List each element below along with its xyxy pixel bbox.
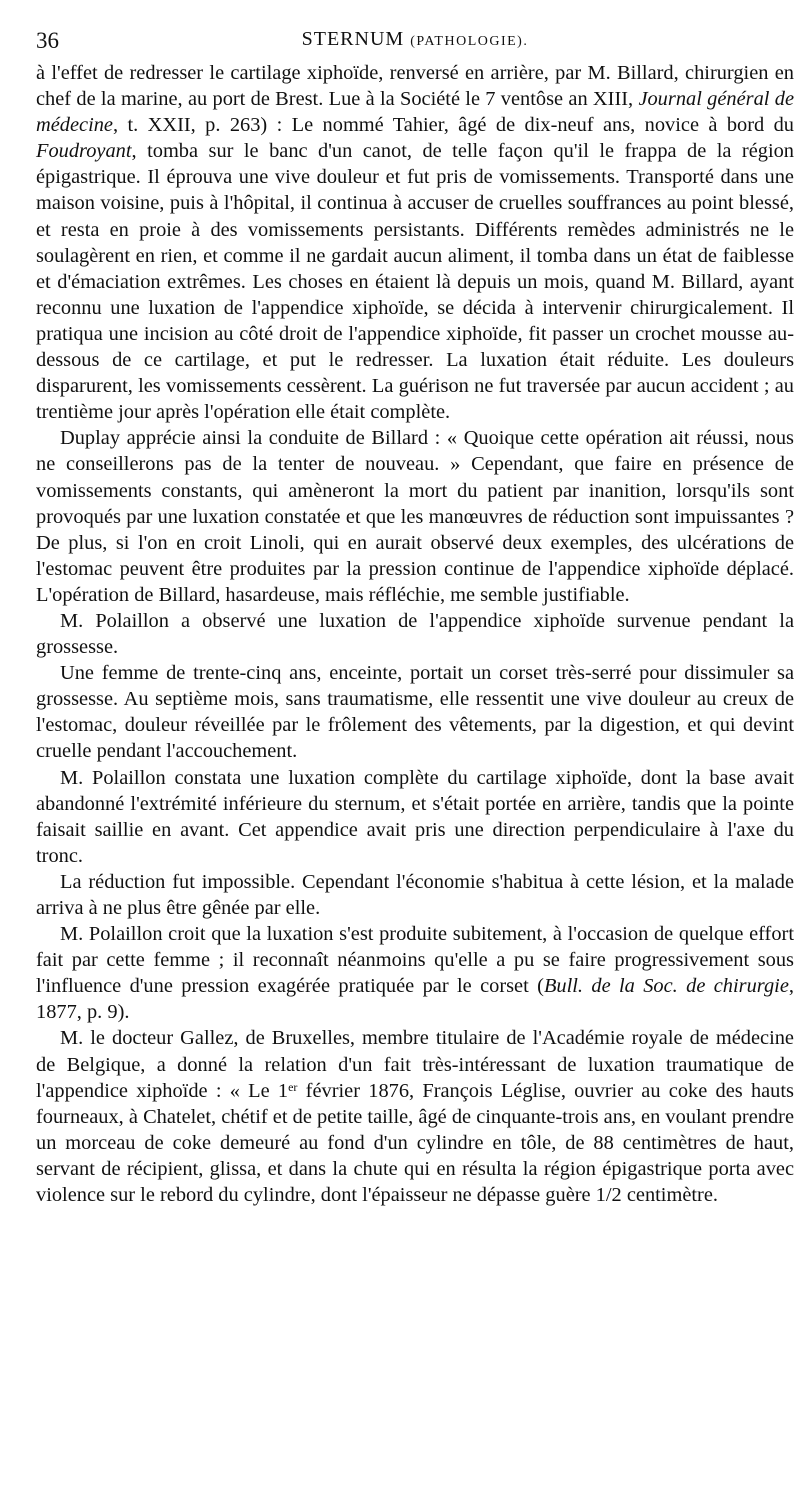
paragraph-1-text-b: , t. XXII, p. 263) : Le nommé Tahier, âgé de dix-neuf ans, novice à bord du — [112, 114, 794, 137]
paragraph-7-text-b: , 1877, p. 9). — [36, 975, 794, 1024]
ship-name: Foudroyant — [36, 140, 132, 163]
paragraph-7-text-a: M. Polaillon croit que la luxation s'est produite subitement, à l'occasion de quelque effort fait par cette femme ; il reconnaît néanmoins qu'elle a pu se faire progressivement sous l'influence d'une pression exagérée pratiquée par le corset ( — [36, 923, 794, 998]
page — [36, 20, 794, 1208]
ordinal-suffix: er — [288, 1079, 298, 1094]
body-text — [36, 60, 794, 1208]
paragraph-1-text-c: , tomba sur le banc d'un canot, de telle façon qu'il le frappa de la région épigastrique. Il éprouva une vive douleur et fut pris de vomissements. Transporté dans une maison voisine, puis à l'hôpital, il continua à accuser de cruelles souffrances au point blessé, et resta en proie à des vomissements persistants. Différents remèdes administrés ne le soulagèrent en rien, et comme il ne gardait aucun aliment, il tomba dans un état de faiblesse et d'émaciation extrêmes. Les choses en étaient là depuis un mois, quand M. Billard, ayant reconnu une luxation de l'appendice xiphoïde, se décida à intervenir chirurgicalement. Il pratiqua une incision au côté droit de l'appendice xiphoïde, fit passer un crochet mousse au-dessous de ce cartilage, et put le redresser. La luxation était réduite. Les douleurs disparurent, les vomissements cessèrent. La guérison ne fut traversée par aucun accident ; au trentième jour après l'opération elle était complète. — [36, 140, 794, 424]
page-number: 36 — [36, 28, 59, 53]
paragraph-1 — [36, 60, 794, 425]
paragraph-3: M. Polaillon a observé une luxation de l'appendice xiphoïde survenue pendant la grossesse. — [36, 609, 794, 659]
running-title-main: STERNUM — [301, 28, 405, 50]
journal-title: Journal général de médecine — [36, 88, 794, 137]
paragraph-7 — [36, 921, 794, 1025]
paragraph-2: Duplay apprécie ainsi la conduite de Billard : « Quoique cette opération ait réussi, nous ne conseillerons pas de la tenter de nouveau. » Cependant, que faire en présence de vomissements constants, qui amèneront la mort du patient par inanition, lorsqu'ils sont provoqués par une luxation constatée et que les manœuvres de réduction sont impuissantes ? De plus, si l'on en croit Linoli, qui en aurait observé deux exemples, des ulcérations de l'estomac peuvent être produites par la pression continue de l'appendice xiphoïde déplacé. L'opération de Billard, hasardeuse, mais réfléchie, me semble justifiable. — [36, 427, 794, 606]
running-title-sub: (PATHOLOGIE). — [410, 34, 529, 49]
paragraph-5: M. Polaillon constata une luxation complète du cartilage xiphoïde, dont la base avait abandonné l'extrémité inférieure du sternum, et s'était portée en arrière, tandis que la pointe faisait saillie en avant. Cet appendice avait pris une direction perpendiculaire à l'axe du tronc. — [36, 766, 794, 867]
bulletin-title: Bull. de la Soc. de chirurgie — [543, 975, 789, 998]
running-title — [36, 28, 794, 51]
page-header — [36, 20, 794, 60]
paragraph-4: Une femme de trente-cinq ans, enceinte, portait un corset très-serré pour dissimuler sa grossesse. Au septième mois, sans traumatisme, elle ressentit une vive douleur au creux de l'estomac, douleur réveillée par le frôlement des vêtements, par la digestion, et qui devint cruelle pendant l'accouchement. — [36, 662, 794, 763]
paragraph-6: La réduction fut impossible. Cependant l'économie s'habitua à cette lésion, et la malade arriva à ne plus être gênée par elle. — [36, 870, 794, 919]
paragraph-8 — [36, 1025, 794, 1208]
paragraph-1-text-a: à l'effet de redresser le cartilage xiphoïde, renversé en arrière, par M. Billard, chirurgien en chef de la marine, au port de Brest. Lue à la Société le 7 ventôse an XIII, — [36, 62, 794, 111]
paragraph-8-text-a: M. le docteur Gallez, de Bruxelles, membre titulaire de l'Académie royale de médecine de Belgique, a donné la relation d'un fait très-intéressant de luxation traumatique de l'appendice xiphoïde : « Le 1 — [36, 1027, 794, 1102]
paragraph-8-text-b: février 1876, François Léglise, ouvrier au coke des hauts fourneaux, à Chatelet, chétif et de petite taille, âgé de cinquante-trois ans, en voulant prendre un morceau de coke demeuré au fond d'un cylindre en tôle, de 88 centimètres de haut, servant de récipient, glissa, et dans la chute qui en résulta la région épigastrique porta avec violence sur le rebord du cylindre, dont l'épaisseur ne dépasse guère 1/2 centimètre. — [36, 1079, 794, 1207]
